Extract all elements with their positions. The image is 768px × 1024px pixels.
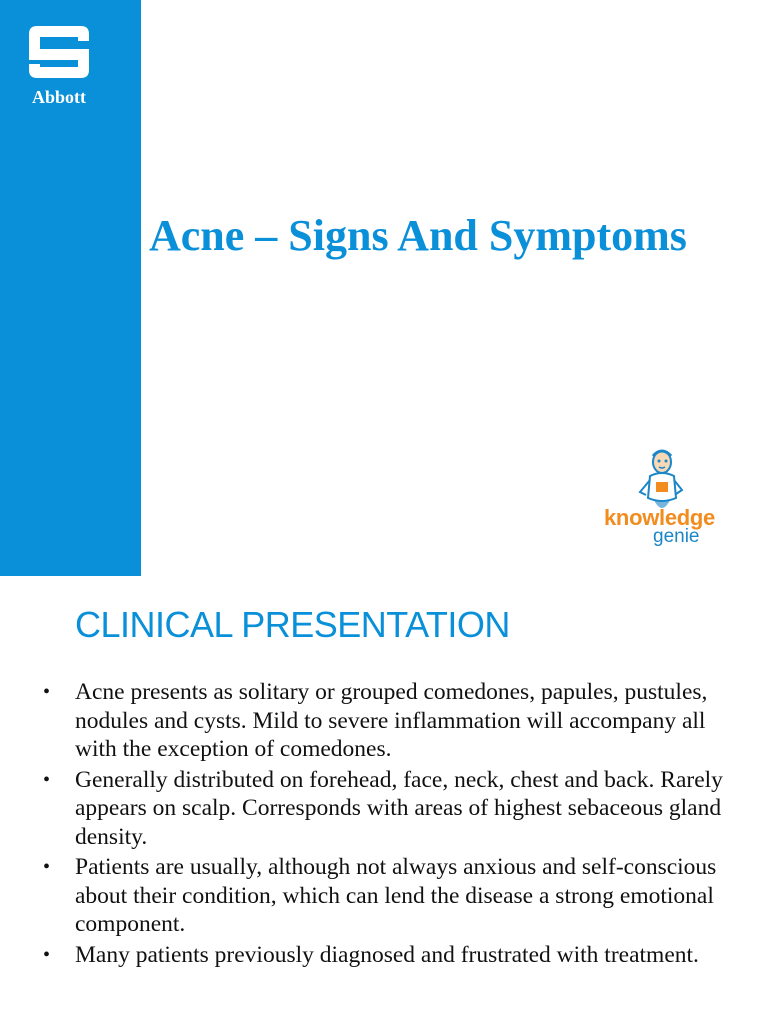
abbott-wordmark: Abbott: [31, 87, 86, 107]
list-item: [40, 853, 730, 939]
knowledge-wordmark: knowledge: [604, 505, 715, 530]
bullet-marker: •: [43, 856, 51, 878]
bullet-list: [40, 678, 730, 971]
bullet-text: Acne presents as solitary or grouped comedones, papules, pustules, nodules and cysts. Mild to severe inflammation will accompany all with the exception of comedones.: [75, 679, 708, 762]
bullet-marker: •: [43, 943, 51, 966]
abbott-a-icon: [23, 24, 95, 80]
section-heading: CLINICAL PRESENTATION: [75, 604, 510, 645]
bullet-marker: •: [43, 681, 51, 703]
list-item: [40, 766, 730, 852]
bullet-text: Generally distributed on forehead, face, neck, chest and back. Rarely appears on scalp. Corresponds with areas of highest sebaceous gland density.: [75, 766, 723, 850]
list-item: [40, 678, 730, 764]
brand-sidebar: [0, 0, 141, 576]
bullet-text: Many patients previously diagnosed and frustrated with treatment.: [75, 941, 699, 968]
list-item: [40, 941, 730, 970]
slide-title: Acne – Signs And Symptoms: [149, 211, 687, 260]
content-slide: [0, 576, 768, 1024]
bullet-text: Patients are usually, although not always anxious and self-conscious about their condition, which can lend the disease a strong emotional component.: [75, 854, 717, 937]
bullet-marker: •: [43, 768, 51, 791]
genie-wordmark: genie: [653, 526, 700, 547]
